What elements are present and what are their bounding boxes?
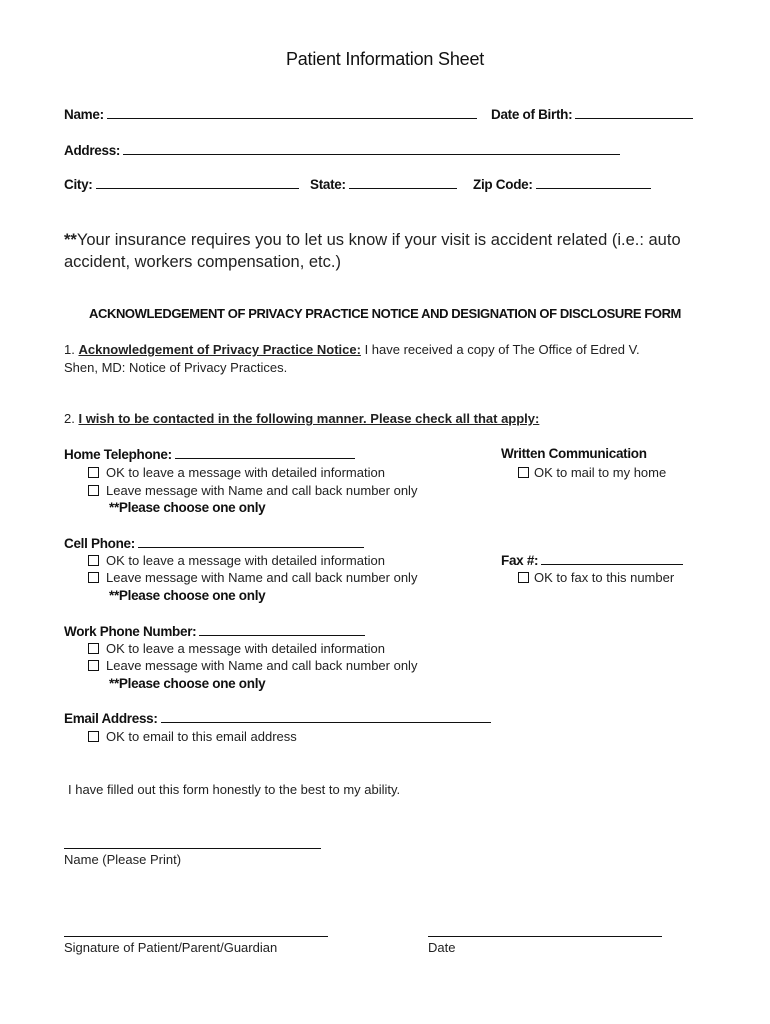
- work-option-callback[interactable]: [88, 658, 417, 673]
- email-option-label: OK to email to this email address: [106, 729, 297, 744]
- checkbox[interactable]: [88, 485, 99, 496]
- checkbox[interactable]: [88, 467, 99, 478]
- work-phone-blank[interactable]: [199, 623, 365, 636]
- item1-line2: Shen, MD: Notice of Privacy Practices.: [64, 360, 288, 375]
- email-option[interactable]: [88, 729, 297, 744]
- zip-blank[interactable]: [536, 176, 651, 189]
- item2-heading: I wish to be contacted in the following manner. Please check all that apply:: [78, 411, 540, 426]
- city-label: City:: [64, 177, 93, 192]
- name-print-label: Name (Please Print): [64, 852, 182, 867]
- cell-option-detailed[interactable]: [88, 553, 385, 568]
- work-choose-note: **Please choose one only: [109, 676, 266, 691]
- date-label: Date: [428, 940, 456, 955]
- home-option-callback-label: Leave message with Name and call back number only: [106, 483, 418, 498]
- address-field[interactable]: [64, 142, 620, 158]
- checkbox[interactable]: [88, 660, 99, 671]
- dob-blank[interactable]: [575, 106, 693, 119]
- cell-option-detailed-label: OK to leave a message with detailed information: [106, 553, 385, 568]
- cell-phone-field[interactable]: [64, 535, 364, 551]
- insurance-note: [64, 229, 714, 273]
- work-option-callback-label: Leave message with Name and call back number only: [106, 658, 418, 673]
- name-label: Name:: [64, 107, 104, 122]
- written-option-mail[interactable]: [518, 465, 666, 480]
- email-label: Email Address:: [64, 711, 158, 726]
- work-phone-label: Work Phone Number:: [64, 624, 197, 639]
- insurance-note-stars: **: [64, 231, 77, 249]
- cell-phone-blank[interactable]: [138, 535, 364, 548]
- signature-line[interactable]: [64, 936, 328, 937]
- home-telephone-label: Home Telephone:: [64, 447, 172, 462]
- city-blank[interactable]: [96, 176, 299, 189]
- date-line[interactable]: [428, 936, 662, 937]
- written-option-mail-label: OK to mail to my home: [534, 465, 667, 480]
- home-option-callback[interactable]: [88, 483, 417, 498]
- address-label: Address:: [64, 143, 121, 158]
- page-title: Patient Information Sheet: [285, 49, 485, 69]
- fax-blank[interactable]: [541, 552, 683, 565]
- state-blank[interactable]: [349, 176, 457, 189]
- dob-field[interactable]: [491, 106, 693, 122]
- cell-option-callback[interactable]: [88, 570, 417, 585]
- name-blank[interactable]: [107, 106, 477, 119]
- state-label: State:: [310, 177, 346, 192]
- honesty-statement: I have filled out this form honestly to the best to my ability.: [68, 782, 401, 797]
- address-blank[interactable]: [123, 142, 620, 155]
- item1-text-line1: I have received a copy of The Office of Edred V.: [364, 342, 640, 357]
- checkbox[interactable]: [518, 467, 529, 478]
- email-blank[interactable]: [161, 710, 491, 723]
- item1-heading: Acknowledgement of Privacy Practice Notice:: [78, 342, 361, 357]
- ack-heading: ACKNOWLEDGEMENT OF PRIVACY PRACTICE NOTICE AND DESIGNATION OF DISCLOSURE FORM: [88, 306, 681, 321]
- fax-label: Fax #:: [501, 553, 539, 568]
- home-telephone-blank[interactable]: [175, 446, 355, 459]
- home-option-detailed[interactable]: [88, 465, 385, 480]
- cell-option-callback-label: Leave message with Name and call back number only: [106, 570, 418, 585]
- cell-phone-label: Cell Phone:: [64, 536, 135, 551]
- city-field[interactable]: [64, 176, 299, 192]
- fax-field[interactable]: [501, 552, 683, 568]
- written-communication-label: Written Communication: [501, 446, 647, 461]
- checkbox[interactable]: [88, 643, 99, 654]
- checkbox[interactable]: [88, 572, 99, 583]
- name-print-line[interactable]: [64, 848, 321, 849]
- work-option-detailed-label: OK to leave a message with detailed information: [106, 641, 385, 656]
- zip-field[interactable]: [473, 176, 651, 192]
- cell-choose-note: **Please choose one only: [109, 588, 266, 603]
- work-option-detailed[interactable]: [88, 641, 385, 656]
- zip-label: Zip Code:: [473, 177, 533, 192]
- home-choose-note: **Please choose one only: [109, 500, 266, 515]
- item2-line: [64, 411, 539, 426]
- item1-num: 1.: [64, 342, 75, 357]
- insurance-note-text: Your insurance requires you to let us know if your visit is accident related (i.e.: auto accident, workers compensation, etc.): [64, 231, 681, 271]
- fax-option[interactable]: [518, 570, 674, 585]
- home-telephone-field[interactable]: [64, 446, 355, 462]
- home-option-detailed-label: OK to leave a message with detailed information: [106, 465, 385, 480]
- email-field[interactable]: [64, 710, 491, 726]
- item2-num: 2.: [64, 411, 75, 426]
- signature-label: Signature of Patient/Parent/Guardian: [64, 940, 278, 955]
- item1-line1: [64, 342, 640, 357]
- fax-option-label: OK to fax to this number: [534, 570, 675, 585]
- name-field[interactable]: [64, 106, 477, 122]
- state-field[interactable]: [310, 176, 457, 192]
- work-phone-field[interactable]: [64, 623, 365, 639]
- checkbox[interactable]: [518, 572, 529, 583]
- dob-label: Date of Birth:: [491, 107, 573, 122]
- checkbox[interactable]: [88, 555, 99, 566]
- checkbox[interactable]: [88, 731, 99, 742]
